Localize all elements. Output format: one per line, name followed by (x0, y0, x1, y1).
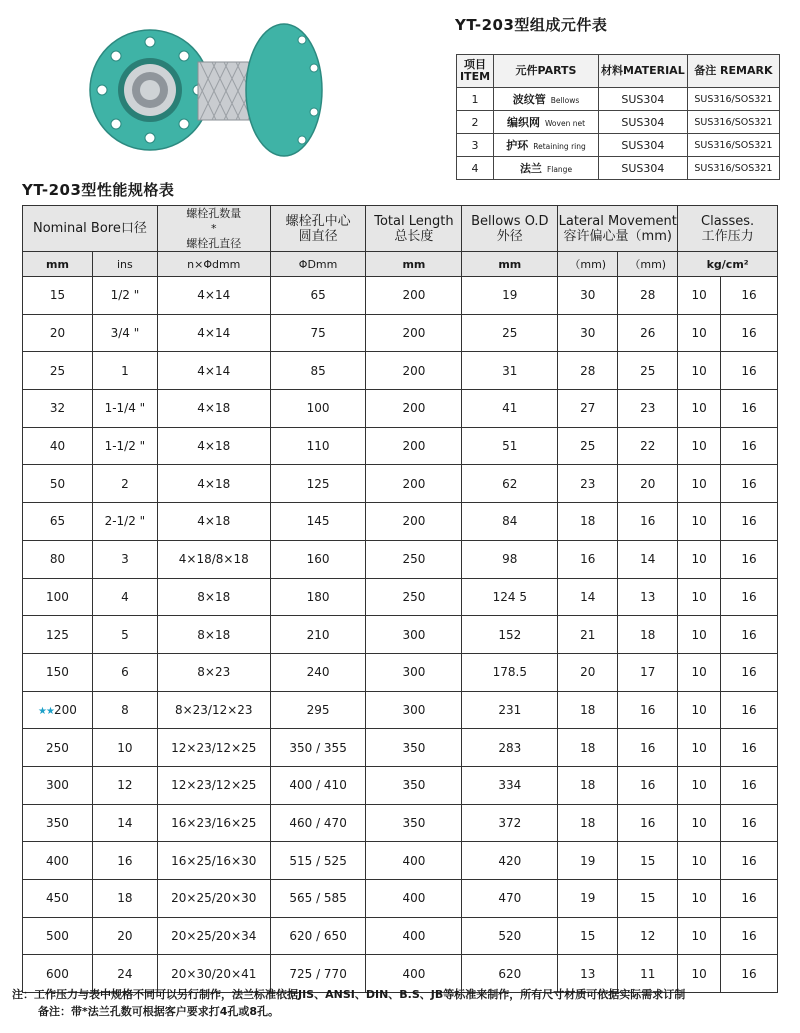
cell-lat1: 18 (558, 766, 618, 804)
cell-lat1: 18 (558, 729, 618, 767)
table-row (23, 503, 778, 541)
unit-lat1: （mm) (558, 252, 618, 277)
cell-lat2: 16 (618, 691, 678, 729)
cell-c2: 16 (721, 540, 778, 578)
cell-c1: 10 (678, 390, 721, 428)
cell-center: 180 (270, 578, 366, 616)
note-line-2: 备注：带*法兰孔数可根据客户要求打4孔或8孔。 (38, 1005, 280, 1018)
cell-od: 41 (462, 390, 558, 428)
cell-length: 250 (366, 578, 462, 616)
cell-ins: 8 (92, 691, 157, 729)
cell-c2: 16 (721, 277, 778, 315)
cell-mm: 50 (23, 465, 93, 503)
table-row (23, 766, 778, 804)
cell-c1: 10 (678, 314, 721, 352)
cell-lat1: 30 (558, 314, 618, 352)
cell-center: 65 (270, 277, 366, 315)
cell-mm: 600 (23, 955, 93, 993)
cell-lat2: 25 (618, 352, 678, 390)
cell-length: 350 (366, 766, 462, 804)
cell-c1: 10 (678, 917, 721, 955)
remark-header: 备注 REMARK (687, 55, 779, 88)
cell-bolt: 16×25/16×30 (157, 842, 270, 880)
cell-ins: 24 (92, 955, 157, 993)
bolt-header: 螺栓孔数量 * 螺栓孔直径 (157, 206, 270, 252)
total-length-header: Total Length 总长度 (366, 206, 462, 252)
spec-table-title: YT-203型性能规格表 (22, 181, 175, 199)
cell-center: 125 (270, 465, 366, 503)
cell-lat1: 19 (558, 842, 618, 880)
cell-c2: 16 (721, 503, 778, 541)
cell-lat2: 18 (618, 616, 678, 654)
cell-lat2: 15 (618, 842, 678, 880)
table-row: 1 波纹管 Bellows SUS304 SUS316/SOS321 (457, 88, 780, 111)
cell-bolt: 4×14 (157, 314, 270, 352)
unit-classes: kg/cm² (678, 252, 778, 277)
cell-length: 200 (366, 352, 462, 390)
table-row (23, 616, 778, 654)
cell-lat2: 20 (618, 465, 678, 503)
table-row: 4 法兰 Flange SUS304 SUS316/SOS321 (457, 157, 780, 180)
cell-mm: ★★200 (23, 691, 93, 729)
cell-c1: 10 (678, 729, 721, 767)
cell-od: 334 (462, 766, 558, 804)
cell-lat1: 18 (558, 804, 618, 842)
cell-length: 400 (366, 955, 462, 993)
table-row (23, 465, 778, 503)
cell-c2: 16 (721, 427, 778, 465)
cell-bolt: 20×25/20×34 (157, 917, 270, 955)
cell-bolt: 16×23/16×25 (157, 804, 270, 842)
cell-c1: 10 (678, 540, 721, 578)
cell-od: 25 (462, 314, 558, 352)
cell-bolt: 4×18 (157, 427, 270, 465)
cell-c2: 16 (721, 729, 778, 767)
table-row (23, 314, 778, 352)
cell-mm: 500 (23, 917, 93, 955)
cell-lat2: 17 (618, 653, 678, 691)
classes-header: Classes. 工作压力 (678, 206, 778, 252)
cell-center: 110 (270, 427, 366, 465)
cell-bolt: 4×18 (157, 465, 270, 503)
spec-table (22, 205, 778, 993)
cell-ins: 1 (92, 352, 157, 390)
cell-lat1: 21 (558, 616, 618, 654)
product-image (88, 10, 328, 170)
cell-ins: 16 (92, 842, 157, 880)
cell-lat1: 19 (558, 880, 618, 918)
cell-od: 620 (462, 955, 558, 993)
cell-ins: 6 (92, 653, 157, 691)
cell-od: 231 (462, 691, 558, 729)
cell-ins: 5 (92, 616, 157, 654)
unit-bolt: n×Φdmm (157, 252, 270, 277)
cell-lat1: 27 (558, 390, 618, 428)
cell-c1: 10 (678, 277, 721, 315)
table-row (23, 804, 778, 842)
cell-length: 400 (366, 880, 462, 918)
unit-mm: mm (23, 252, 93, 277)
cell-length: 200 (366, 390, 462, 428)
unit-center: ΦDmm (270, 252, 366, 277)
cell-center: 160 (270, 540, 366, 578)
parts-table-title: YT-203型组成元件表 (455, 16, 608, 34)
cell-mm: 450 (23, 880, 93, 918)
cell-center: 725 / 770 (270, 955, 366, 993)
cell-c1: 10 (678, 691, 721, 729)
parts-header: 元件PARTS (494, 55, 599, 88)
cell-center: 350 / 355 (270, 729, 366, 767)
nominal-bore-header: Nominal Bore口径 (23, 206, 158, 252)
cell-c2: 16 (721, 917, 778, 955)
cell-mm: 32 (23, 390, 93, 428)
unit-length: mm (366, 252, 462, 277)
cell-mm: 20 (23, 314, 93, 352)
bellows-od-header: Bellows O.D 外径 (462, 206, 558, 252)
cell-mm: 40 (23, 427, 93, 465)
cell-center: 85 (270, 352, 366, 390)
cell-od: 124 5 (462, 578, 558, 616)
cell-lat1: 18 (558, 503, 618, 541)
table-row: 3 护环 Retaining ring SUS304 SUS316/SOS321 (457, 134, 780, 157)
cell-c1: 10 (678, 955, 721, 993)
cell-bolt: 8×18 (157, 616, 270, 654)
cell-bolt: 8×18 (157, 578, 270, 616)
cell-length: 300 (366, 691, 462, 729)
cell-length: 400 (366, 917, 462, 955)
cell-c2: 16 (721, 578, 778, 616)
cell-c2: 16 (721, 766, 778, 804)
cell-center: 100 (270, 390, 366, 428)
cell-c1: 10 (678, 503, 721, 541)
cell-od: 62 (462, 465, 558, 503)
cell-c1: 10 (678, 766, 721, 804)
cell-lat2: 26 (618, 314, 678, 352)
table-row (23, 842, 778, 880)
right-flange (246, 24, 322, 156)
cell-c2: 16 (721, 616, 778, 654)
cell-od: 31 (462, 352, 558, 390)
cell-c1: 10 (678, 578, 721, 616)
cell-od: 470 (462, 880, 558, 918)
cell-ins: 20 (92, 917, 157, 955)
cell-ins: 1/2 " (92, 277, 157, 315)
cell-bolt: 20×25/20×30 (157, 880, 270, 918)
cell-c1: 10 (678, 842, 721, 880)
cell-od: 178.5 (462, 653, 558, 691)
table-row (23, 390, 778, 428)
cell-lat1: 23 (558, 465, 618, 503)
cell-lat2: 12 (618, 917, 678, 955)
cell-bolt: 4×18/8×18 (157, 540, 270, 578)
cell-center: 295 (270, 691, 366, 729)
unit-ins: ins (92, 252, 157, 277)
cell-lat1: 13 (558, 955, 618, 993)
bolt-center-header: 螺栓孔中心 圆直径 (270, 206, 366, 252)
cell-od: 372 (462, 804, 558, 842)
cell-c1: 10 (678, 427, 721, 465)
cell-lat2: 16 (618, 729, 678, 767)
table-row (23, 427, 778, 465)
cell-length: 250 (366, 540, 462, 578)
cell-ins: 2 (92, 465, 157, 503)
cell-lat2: 16 (618, 804, 678, 842)
cell-c1: 10 (678, 880, 721, 918)
cell-od: 420 (462, 842, 558, 880)
cell-c1: 10 (678, 616, 721, 654)
cell-mm: 25 (23, 352, 93, 390)
cell-lat1: 30 (558, 277, 618, 315)
cell-length: 400 (366, 842, 462, 880)
material-header: 材料MATERIAL (599, 55, 688, 88)
cell-c2: 16 (721, 465, 778, 503)
cell-c2: 16 (721, 314, 778, 352)
cell-od: 51 (462, 427, 558, 465)
cell-lat1: 20 (558, 653, 618, 691)
cell-lat2: 23 (618, 390, 678, 428)
cell-mm: 300 (23, 766, 93, 804)
cell-ins: 1-1/2 " (92, 427, 157, 465)
cell-mm: 250 (23, 729, 93, 767)
cell-center: 565 / 585 (270, 880, 366, 918)
cell-od: 520 (462, 917, 558, 955)
cell-ins: 1-1/4 " (92, 390, 157, 428)
cell-c2: 16 (721, 653, 778, 691)
cell-c2: 16 (721, 352, 778, 390)
cell-ins: 3/4 " (92, 314, 157, 352)
cell-mm: 350 (23, 804, 93, 842)
cell-bolt: 20×30/20×41 (157, 955, 270, 993)
cell-c2: 16 (721, 804, 778, 842)
cell-od: 19 (462, 277, 558, 315)
cell-mm: 15 (23, 277, 93, 315)
table-row (23, 578, 778, 616)
cell-c2: 16 (721, 955, 778, 993)
cell-ins: 12 (92, 766, 157, 804)
cell-c2: 16 (721, 880, 778, 918)
cell-lat1: 18 (558, 691, 618, 729)
table-row (23, 880, 778, 918)
cell-ins: 2-1/2 " (92, 503, 157, 541)
table-row (23, 277, 778, 315)
cell-lat2: 13 (618, 578, 678, 616)
cell-c1: 10 (678, 804, 721, 842)
item-header: 项目 ITEM (457, 55, 494, 88)
cell-lat1: 15 (558, 917, 618, 955)
cell-ins: 4 (92, 578, 157, 616)
cell-length: 300 (366, 653, 462, 691)
cell-mm: 125 (23, 616, 93, 654)
cell-lat2: 22 (618, 427, 678, 465)
cell-length: 200 (366, 277, 462, 315)
cell-center: 240 (270, 653, 366, 691)
cell-lat2: 28 (618, 277, 678, 315)
cell-ins: 18 (92, 880, 157, 918)
cell-center: 620 / 650 (270, 917, 366, 955)
cell-center: 145 (270, 503, 366, 541)
cell-bolt: 4×14 (157, 352, 270, 390)
cell-bolt: 8×23 (157, 653, 270, 691)
cell-lat2: 14 (618, 540, 678, 578)
cell-mm: 65 (23, 503, 93, 541)
table-row (23, 917, 778, 955)
cell-c2: 16 (721, 390, 778, 428)
table-row (23, 352, 778, 390)
note-line-1: 注：工作压力与表中规格不同可以另行制作，法兰标准依据JIS、ANSI、DIN、B.S、JB等标准来制作，所有尺寸材质可依据实际需求订制 (12, 988, 686, 1001)
cell-od: 283 (462, 729, 558, 767)
cell-length: 350 (366, 804, 462, 842)
cell-od: 98 (462, 540, 558, 578)
cell-c2: 16 (721, 842, 778, 880)
cell-mm: 100 (23, 578, 93, 616)
cell-bolt: 4×18 (157, 503, 270, 541)
cell-center: 515 / 525 (270, 842, 366, 880)
cell-lat2: 15 (618, 880, 678, 918)
cell-bolt: 4×18 (157, 390, 270, 428)
cell-center: 460 / 470 (270, 804, 366, 842)
cell-ins: 10 (92, 729, 157, 767)
cell-bolt: 4×14 (157, 277, 270, 315)
star-icon: ★★ (38, 705, 54, 717)
table-row (23, 653, 778, 691)
cell-length: 200 (366, 503, 462, 541)
cell-mm: 150 (23, 653, 93, 691)
cell-lat1: 25 (558, 427, 618, 465)
table-row (23, 729, 778, 767)
cell-length: 200 (366, 427, 462, 465)
cell-mm: 400 (23, 842, 93, 880)
cell-center: 75 (270, 314, 366, 352)
cell-c1: 10 (678, 352, 721, 390)
notes (12, 986, 685, 1020)
cell-center: 210 (270, 616, 366, 654)
cell-mm: 80 (23, 540, 93, 578)
cell-lat2: 16 (618, 766, 678, 804)
cell-center: 400 / 410 (270, 766, 366, 804)
table-row (23, 691, 778, 729)
cell-c2: 16 (721, 691, 778, 729)
cell-od: 84 (462, 503, 558, 541)
cell-length: 200 (366, 314, 462, 352)
cell-lat1: 16 (558, 540, 618, 578)
cell-c1: 10 (678, 465, 721, 503)
lateral-movement-header: Lateral Movement 容许偏心量（mm) (558, 206, 678, 252)
cell-ins: 14 (92, 804, 157, 842)
cell-lat1: 28 (558, 352, 618, 390)
cell-bolt: 8×23/12×23 (157, 691, 270, 729)
cell-bolt: 12×23/12×25 (157, 729, 270, 767)
table-row: 2 编织网 Woven net SUS304 SUS316/SOS321 (457, 111, 780, 134)
unit-od: mm (462, 252, 558, 277)
parts-table (456, 54, 780, 180)
cell-ins: 3 (92, 540, 157, 578)
cell-length: 350 (366, 729, 462, 767)
cell-od: 152 (462, 616, 558, 654)
cell-c1: 10 (678, 653, 721, 691)
cell-lat2: 11 (618, 955, 678, 993)
unit-lat2: （mm) (618, 252, 678, 277)
cell-bolt: 12×23/12×25 (157, 766, 270, 804)
cell-length: 200 (366, 465, 462, 503)
table-row (23, 540, 778, 578)
cell-length: 300 (366, 616, 462, 654)
cell-lat1: 14 (558, 578, 618, 616)
cell-lat2: 16 (618, 503, 678, 541)
